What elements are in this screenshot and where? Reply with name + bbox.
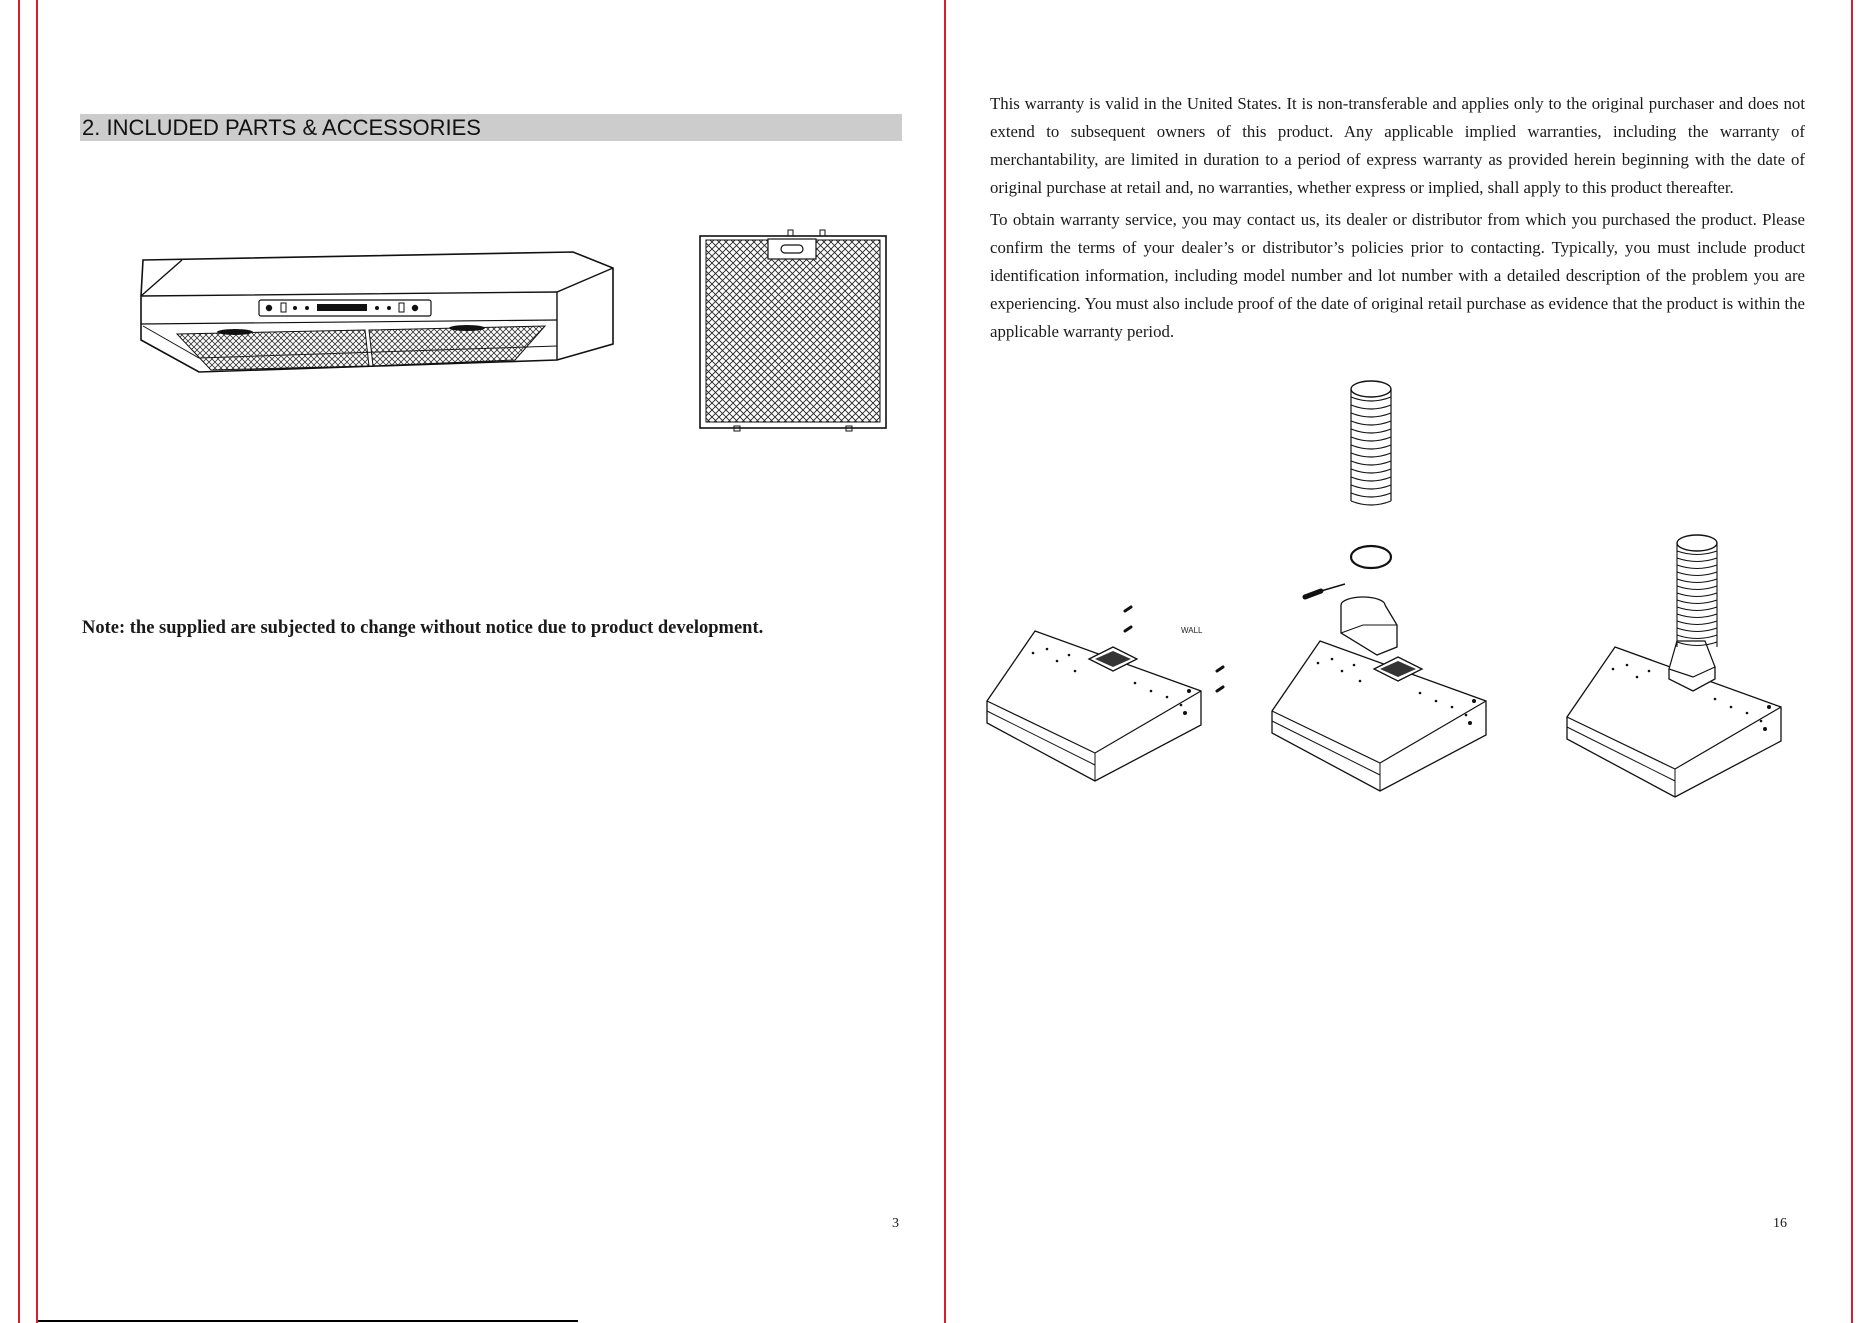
page-number: 16 bbox=[1773, 1216, 1787, 1231]
grease-filter-icon bbox=[698, 228, 888, 432]
duct-clamp-icon bbox=[1351, 546, 1391, 568]
left-page bbox=[40, 0, 940, 1323]
warranty-paragraph-2: To obtain warranty service, you may contact us, its dealer or distributor from which you purchased the product. Please confirm the terms of your dealer’s or distributor’s policies prior to contacting. Typically, you must include product identification information, including model number and lot number with a detailed description of the problem you are experiencing. You must also include proof of the date of original retail purchase as evidence that the product is within the applicable warranty period. bbox=[990, 210, 1805, 341]
installed-duct-icon bbox=[1677, 535, 1717, 647]
margin-rule-left-outer bbox=[18, 0, 20, 1323]
flex-duct-icon bbox=[1351, 381, 1391, 505]
right-page bbox=[945, 0, 1845, 1323]
margin-rule-right-inner bbox=[1851, 0, 1853, 1323]
hood-step-1-icon bbox=[987, 631, 1201, 781]
warranty-paragraph-1: This warranty is valid in the United States. It is non-transferable and applies only to the original purchaser and does not extend to subsequent owners of this product. Any applicable implied warranties, including the warranty of merchantability, are limited in duration to a period of express warranty as provided herein beginning with the date of original purchase at retail and, no warranties, whether express or implied, shall apply to this product thereafter. bbox=[990, 94, 1805, 197]
range-hood-icon bbox=[95, 248, 575, 378]
hood-install-diagram bbox=[985, 375, 1795, 805]
page-number: 3 bbox=[892, 1216, 899, 1231]
parts-change-note: Note: the supplied are subjected to change without notice due to product development. bbox=[82, 618, 764, 638]
wall-label: WALL bbox=[1181, 626, 1203, 635]
hood-step-2-icon bbox=[1272, 641, 1486, 791]
margin-rule-left-inner bbox=[36, 0, 38, 1323]
screwdriver-icon bbox=[1305, 584, 1345, 597]
hood-step-3-icon bbox=[1567, 641, 1781, 797]
section-heading: 2. INCLUDED PARTS & ACCESSORIES bbox=[80, 114, 902, 141]
duct-adapter-icon bbox=[1341, 597, 1397, 655]
